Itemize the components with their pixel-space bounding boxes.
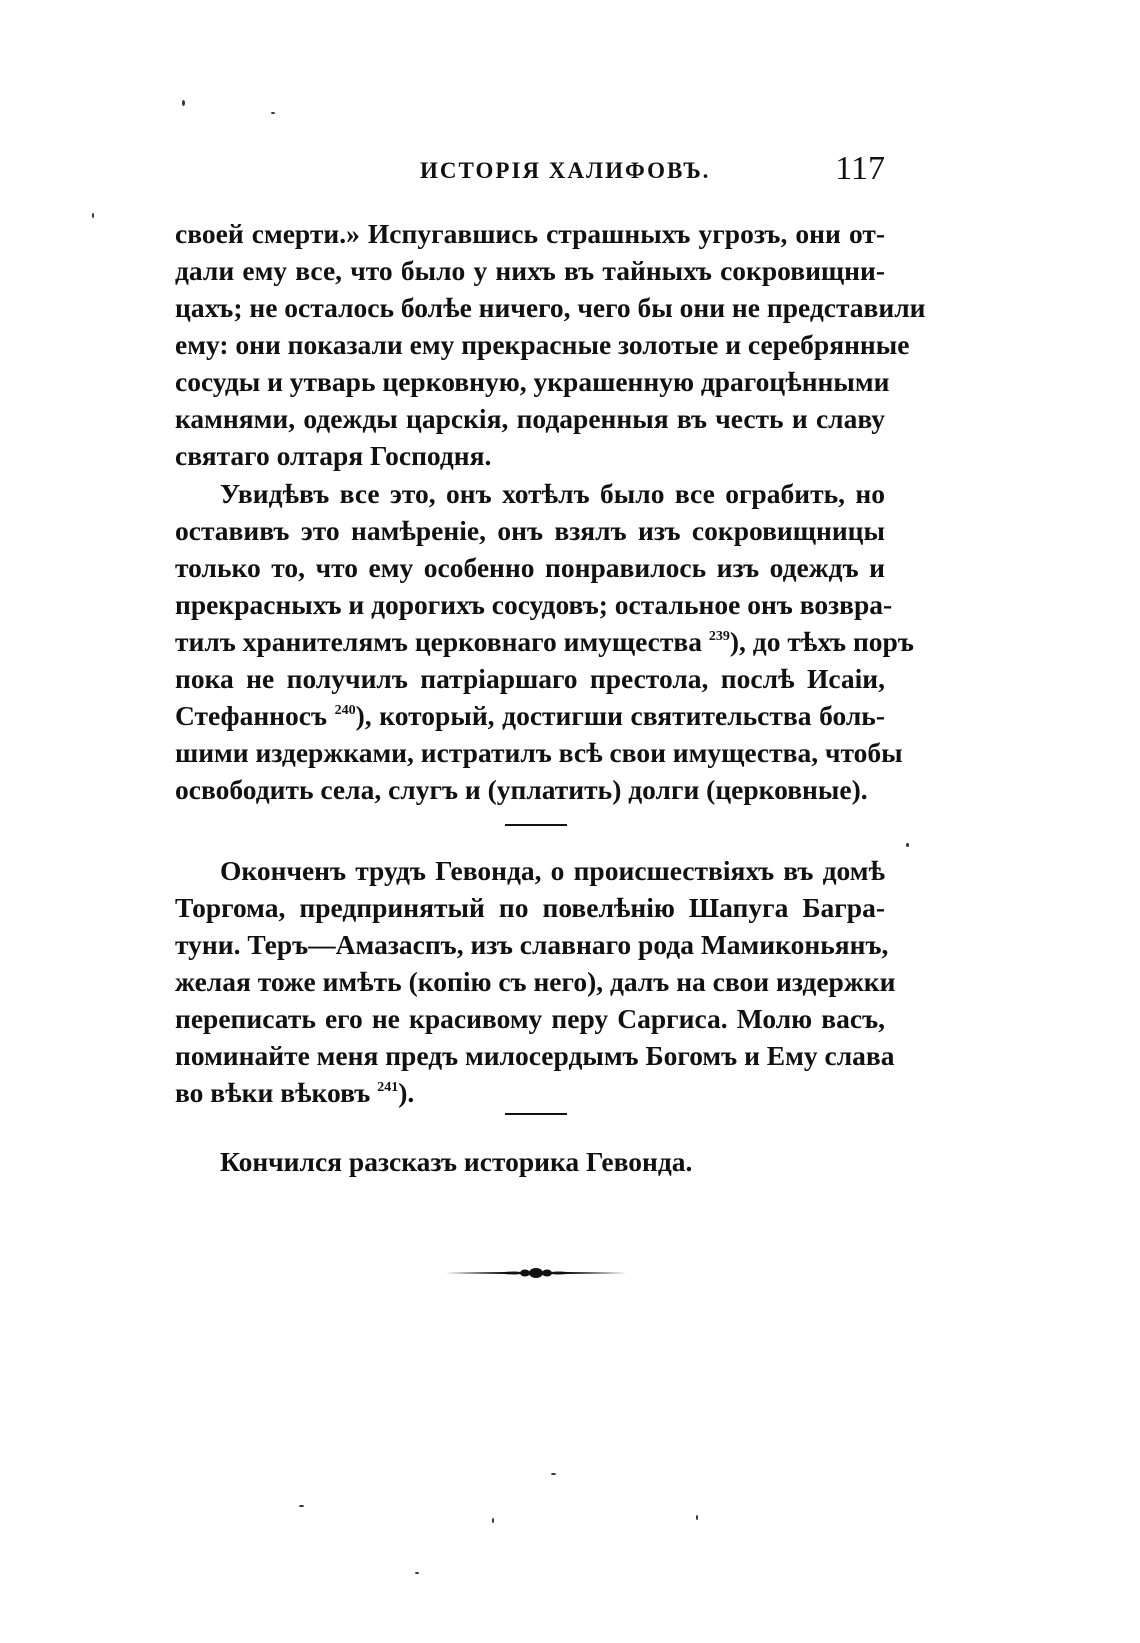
paragraph-1: [175, 215, 926, 474]
footnote-marker: 239: [708, 629, 730, 644]
text-line: дали ему все, что было у нихъ въ тайныхъ сокровищни-: [175, 255, 885, 286]
paragraph-2: [175, 475, 914, 808]
text-line: желая тоже имѣть (копію съ него), далъ на свои издержки: [175, 966, 896, 997]
text-line: оставивъ это намѣреніе, онъ взялъ изъ сокровищницы: [175, 515, 885, 546]
text-line-with-note: [175, 697, 885, 734]
text-segment: Стефанносъ: [175, 700, 328, 731]
text-line: Кончился разсказъ историка Гевонда.: [220, 1146, 693, 1177]
text-line: цахъ; не осталось болѣе ничего, чего бы они не представили: [175, 292, 926, 323]
text-line: Торгома, предпринятый по повелѣнію Шапуга Багра-: [175, 892, 885, 923]
print-speck: [271, 112, 275, 114]
text-line: поминайте меня предъ милосердымъ Богомъ и Ему слава: [175, 1040, 895, 1071]
text-segment: ), который, достигши святительства боль-: [355, 700, 885, 731]
text-line-with-note: [175, 1074, 885, 1111]
print-speck: [299, 1505, 304, 1507]
text-line: святаго олтаря Господня.: [175, 440, 492, 471]
text-line: своей смерти.» Испугавшись страшныхъ угрозъ, они от-: [175, 218, 885, 249]
text-line: туни. Теръ—Амазаспъ, изъ славнаго рода Мамиконьянъ,: [175, 929, 889, 960]
end-ornament-icon: [445, 1266, 627, 1280]
footnote-marker: 240: [334, 703, 356, 718]
page-number: 117: [835, 150, 885, 187]
text-line: сосуды и утварь церковную, украшенную драгоцѣнными: [175, 366, 890, 397]
running-head: [175, 150, 885, 200]
section-rule: [505, 824, 567, 826]
print-speck: [415, 1572, 419, 1574]
text-segment: ).: [398, 1077, 415, 1108]
text-line: пока не получилъ патріаршаго престола, послѣ Исаіи,: [175, 663, 885, 694]
text-line: камнями, одежды царскія, подаренныя въ честь и славу: [175, 403, 885, 434]
print-speck: [696, 1515, 698, 1520]
text-segment: во вѣки вѣковъ: [175, 1077, 371, 1108]
footnote-marker: 241: [377, 1080, 399, 1095]
section-rule: [505, 1113, 567, 1115]
print-speck: [182, 100, 185, 106]
text-line: освободить села, слугъ и (уплатить) долги (церковные).: [175, 774, 868, 805]
text-segment: ), до тѣхъ поръ: [729, 626, 914, 657]
text-line-with-note: [175, 623, 914, 660]
text-line: прекрасныхъ и дорогихъ сосудовъ; остальное онъ возвра-: [175, 589, 893, 620]
print-speck: [551, 1473, 556, 1475]
text-line: ему: они показали ему прекрасные золотые и серебрянные: [175, 329, 910, 360]
print-speck: [906, 843, 909, 847]
text-line: шими издержками, истратилъ всѣ свои имущества, чтобы: [175, 737, 903, 768]
paragraph-end: [175, 1143, 885, 1180]
text-line: переписать его не красивому перу Саргиса. Молю васъ,: [175, 1003, 885, 1034]
print-speck: [92, 213, 94, 218]
text-line: Оконченъ трудъ Гевонда, о происшествіяхъ въ домѣ: [220, 855, 885, 886]
text-line: только то, что ему особенно понравилось изъ одеждъ и: [175, 552, 885, 583]
text-line: Увидѣвъ все это, онъ хотѣлъ было все ограбить, но: [220, 478, 885, 509]
running-title: ИСТОРІЯ ХАЛИФОВЪ.: [420, 158, 711, 183]
print-speck: [492, 1518, 494, 1523]
paragraph-colophon: [175, 852, 896, 1111]
text-segment: тилъ хранителямъ церковнаго имущества: [175, 626, 702, 657]
